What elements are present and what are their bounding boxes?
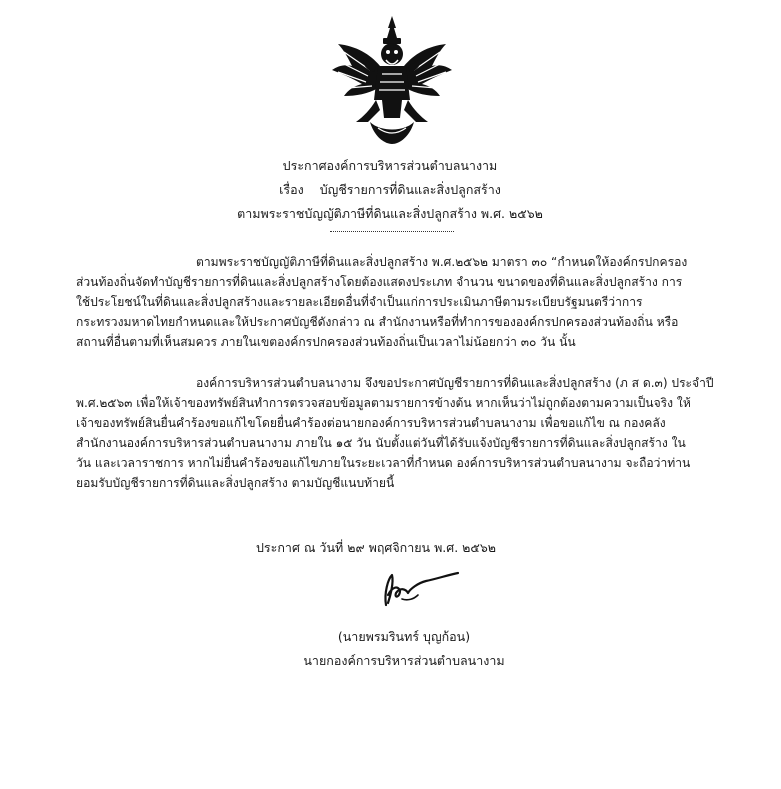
- paragraph-1-line: ตามพระราชบัญญัติภาษีที่ดินและสิ่งปลูกสร้าง พ.ศ.๒๕๖๒ มาตรา ๓๐ “กำหนดให้องค์กรปกครอง: [196, 255, 688, 269]
- paragraph-1-line: กระทรวงมหาดไทยกำหนดและให้ประกาศบัญชีดังกล่าว ณ สำนักงานหรือที่ทำการขององค์กรปกครองส่วนท้องถิ่น หรือ: [76, 315, 679, 329]
- paragraph-1: [76, 252, 687, 352]
- announcement-subject: [140, 181, 640, 199]
- handwritten-signature-icon: [378, 565, 462, 611]
- signer-name: (นายพรมรินทร์ บุญก้อน): [337, 629, 471, 644]
- paragraph-2-line: วัน และเวลาราชการ หากไม่ยื่นคำร้องขอแก้ไขภายในระยะเวลาที่กำหนด องค์การบริหารส่วนตำบลนางาม จะถือว่าท่าน: [76, 456, 691, 470]
- subject-text: บัญชีรายการที่ดินและสิ่งปลูกสร้าง: [319, 182, 501, 197]
- header-divider: [330, 231, 454, 232]
- paragraph-2: [76, 373, 714, 493]
- announcement-title: ประกาศองค์การบริหารส่วนตำบลนางาม: [282, 158, 498, 173]
- paragraph-2-line: สำนักงานองค์การบริหารส่วนตำบลนางาม ภายใน ๑๕ วัน นับตั้งแต่วันที่ได้รับแจ้งบัญชีรายการที่ดินและสิ่งปลูกสร้าง ใน: [76, 436, 686, 450]
- signer-title: นายกองค์การบริหารส่วนตำบลนางาม: [303, 653, 505, 668]
- subject-label: เรื่อง: [279, 182, 304, 197]
- paragraph-2-line: องค์การบริหารส่วนตำบลนางาม จึงขอประกาศบัญชีรายการที่ดินและสิ่งปลูกสร้าง (ภ ส ด.๓) ประจำปี: [196, 376, 714, 390]
- paragraph-1-line: ส่วนท้องถิ่นจัดทำบัญชีรายการที่ดินและสิ่งปลูกสร้างโดยต้องแสดงประเภท จำนวน ขนาดของที่ดินและสิ่งปลูกสร้าง การ: [76, 275, 683, 289]
- announcement-date: ประกาศ ณ วันที่ ๒๙ พฤศจิกายน พ.ศ. ๒๕๖๒: [256, 540, 497, 555]
- announcement-act-reference: ตามพระราชบัญญัติภาษีที่ดินและสิ่งปลูกสร้าง พ.ศ. ๒๕๖๒: [237, 206, 543, 221]
- paragraph-1-line: ใช้ประโยชน์ในที่ดินและสิ่งปลูกสร้างและรายละเอียดอื่นที่จำเป็นแก่การประเมินภาษีตามระเบียบรัฐมนตรีว่าการ: [76, 295, 643, 309]
- paragraph-2-line: พ.ศ.๒๕๖๓ เพื่อให้เจ้าของทรัพย์สินทำการตรวจสอบข้อมูลตามรายการข้างต้น หากเห็นว่าไม่ถูกต้องตามความเป็นจริง ให้: [76, 396, 691, 410]
- paragraph-1-line: สถานที่อื่นตามที่เห็นสมควร ภายในเขตองค์กรปกครองส่วนท้องถิ่นเป็นเวลาไม่น้อยกว่า ๓๐ วัน นั้น: [76, 335, 576, 349]
- paragraph-2-line: เจ้าของทรัพย์สินยื่นคำร้องขอแก้ไขโดยยื่นคำร้องต่อนายกองค์การบริหารส่วนตำบลนางาม เพื่อขอแก้ไข ณ กองคลัง: [76, 416, 666, 430]
- garuda-emblem-icon: [330, 14, 454, 146]
- paragraph-2-line: ยอมรับบัญชีรายการที่ดินและสิ่งปลูกสร้าง ตามบัญชีแนบท้ายนี้: [76, 476, 395, 490]
